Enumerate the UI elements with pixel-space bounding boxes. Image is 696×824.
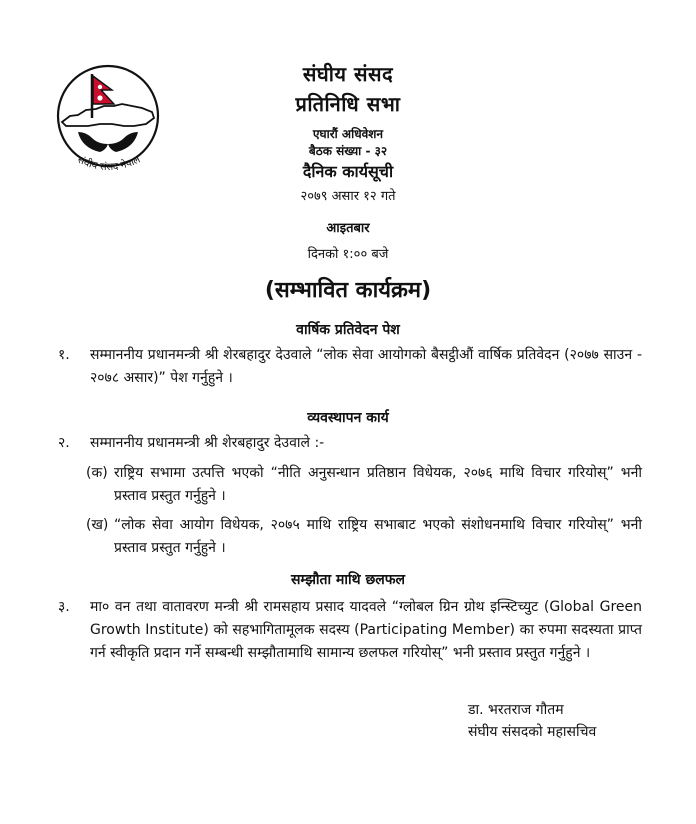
agenda-item-text: सम्माननीय प्रधानमन्त्री श्री शेरबहादुर देउवाले :-: [90, 435, 325, 451]
sitting-number: बैठक संख्या - ३२: [308, 144, 388, 158]
section-heading: व्यवस्थापन कार्य: [307, 410, 389, 426]
agenda-title: दैनिक कार्यसूची: [302, 162, 394, 181]
agenda-subitem-text: राष्ट्रिय सभामा उत्पत्ति भएको “नीति अनुसन्धान प्रतिष्ठान विधेयक, २०७६ माथि विचार गरियोस्” भनी प्रस्ताव प्रस्तुत गर्नुहुने ।: [114, 465, 642, 504]
program-heading: (सम्भावित कार्यक्रम): [264, 278, 432, 303]
subitem-label: (ख): [86, 517, 109, 533]
signatory-name: डा. भरतराज गौतम: [468, 702, 564, 718]
agenda-item-text: सम्माननीय प्रधानमन्त्री श्री शेरबहादुर देउवाले “लोक सेवा आयोगको बैसट्ठीऔं वार्षिक प्रतिवेदन (२०७७ साउन - २०७८ असार)” पेश गर्नुहुने ।: [90, 347, 642, 386]
parliament-title: संघीय संसद: [302, 62, 394, 86]
section-heading: सम्झौता माथि छलफल: [290, 572, 406, 588]
house-title: प्रतिनिधि सभा: [295, 92, 401, 116]
agenda-subitem-text: “लोक सेवा आयोग विधेयक, २०७५ माथि राष्ट्रिय सभाबाट भएको संशोधनमाथि विचार गरियोस्” भनी प्रस्ताव प्रस्तुत गर्नुहुने ।: [114, 517, 642, 556]
agenda-day: आइतबार: [326, 221, 370, 236]
item-number: ३.: [58, 599, 70, 615]
emblem-caption: संघीय संसद नेपाल: [75, 154, 143, 174]
item-number: २.: [58, 435, 70, 451]
subitem-label: (क): [86, 465, 108, 481]
item-number: १.: [58, 347, 70, 363]
agenda-item-text: मा० वन तथा वातावरण मन्त्री श्री रामसहाय प्रसाद यादवले “ग्लोबल ग्रिन ग्रोथ इन्स्टिच्युट (Global Green Growth Institute) को सहभागितामूलक सदस्य (Participating Member) का रुपमा सदस्यता प्राप्त गर्न स्वीकृति प्रदान गर्ने सम्बन्धी सम्झौतामाथि सामान्य छलफल गरियोस्” भनी प्रस्ताव प्रस्तुत गर्नुहुने ।: [90, 599, 642, 661]
section-heading: वार्षिक प्रतिवेदन पेश: [296, 322, 400, 338]
signatory-title: संघीय संसदको महासचिव: [468, 724, 597, 740]
agenda-date: २०७९ असार १२ गते: [300, 189, 396, 204]
session-label: एघारौं अधिवेशन: [312, 127, 384, 141]
agenda-time: दिनको १:०० बजे: [307, 247, 389, 262]
